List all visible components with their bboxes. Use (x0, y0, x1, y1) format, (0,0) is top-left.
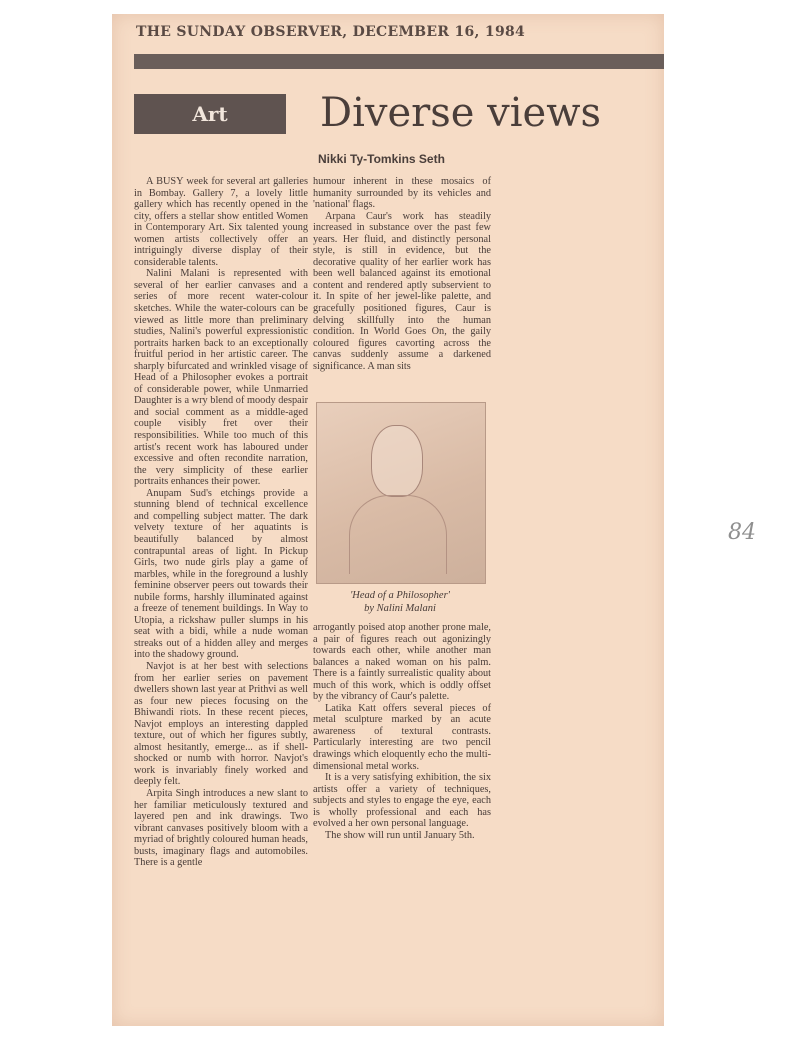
section-label: Art (192, 102, 228, 126)
paragraph: It is a very satisfying exhibition, the six artists offer a variety of techniques, subjects and styles to engage the eye, each is wholly professional and each has evolved a her own personal language. (313, 772, 491, 830)
paragraph: Anupam Sud's etchings provide a stunning blend of technical excellence and compelling subject matter. The dark velvety texture of her aquatints is beautifully balanced by almost contrapuntal areas of light. In Pickup Girls, two nude girls play a game of marbles, while in the foreground a lushly feminine observer peers out towards their nubile forms, harshly illuminated against a freeze of tenement buildings. In Way to Utopia, a rickshaw puller slumps in his seat with a bidi, while a nude woman streaks out of a hidden alley and merges into the shadowy ground. (134, 487, 308, 661)
photo-caption (316, 589, 484, 615)
paragraph: The show will run until January 5th. (325, 829, 475, 841)
byline: Nikki Ty-Tomkins Seth (318, 152, 445, 166)
paragraph: humour inherent in these mosaics of humanity surrounded by its vehicles and 'national' flags. (313, 176, 491, 211)
section-label-box (134, 94, 286, 134)
article-column-2-top (313, 176, 491, 400)
masthead-rule (134, 54, 664, 69)
portrait-head-shape (371, 425, 423, 497)
article-column-2-bottom (313, 622, 491, 912)
paragraph: A BUSY week for several art galleries in Bombay. Gallery 7, a lovely little gallery which has recently opened in the city, offers a stellar show entitled Women in Contemporary Art. Six talented young women artists collectively offer an intriguingly diverse display of their considerable talents. (134, 176, 308, 268)
caption-title: 'Head of a Philosopher' (350, 590, 450, 601)
headline: Diverse views (320, 90, 601, 136)
artwork-photo (316, 402, 486, 584)
paragraph: Arpana Caur's work has steadily increased in substance over the past few years. Her fluid, and distinctly personal style, is still in evidence, but the decorative quality of her earlier work has been well balanced against its emotional content and rendered aptly subservient to it. In spite of her jewel-like palette, and gracefully positioned figures, Caur is delving skillfully into the human condition. In World Goes On, the gaily coloured figures cavorting across the canvas suddenly assume a darkened significance. A man sits (313, 210, 491, 372)
masthead: THE SUNDAY OBSERVER, DECEMBER 16, 1984 (136, 24, 526, 40)
paragraph: Latika Katt offers several pieces of metal sculpture marked by an acute awareness of textural contrasts. Particularly interesting are two pencil drawings which eloquently echo the multi-dimensional metal works. (313, 702, 491, 772)
portrait-body-shape (349, 495, 447, 574)
article-column-1 (134, 176, 308, 1016)
paragraph: Arpita Singh introduces a new slant to her familiar meticulously textured and layered pen and ink drawings. Two vibrant canvases positively bloom with a myriad of brightly coloured human heads, busts, imaginary flags and automobiles. There is a gentle (134, 787, 308, 869)
handwritten-page-number: 84 (728, 520, 756, 545)
paragraph: Navjot is at her best with selections from her earlier series on pavement dwellers shown last year at Prithvi as well as four new pieces focusing on the Bhiwandi riots. In these recent pieces, Navjot employs an interesting dappled texture, out of which her figures subtly, almost hesitantly, emerge... as if shell-shocked or numb with horror. Navjot's work is invariably finely worked and deeply felt. (134, 660, 308, 788)
caption-artist: by Nalini Malani (364, 603, 436, 614)
paragraph: Nalini Malani is represented with several of her earlier canvases and a series of more recent water-colour sketches. While the water-colours can be viewed as little more than preliminary studies, Nalini's powerful expressionistic portraits harken back to an exceptionally fruitful period in her artistic career. The sharply bifurcated and wrinkled visage of Head of a Philosopher evokes a portrait of considerable power, while Unmarried Daughter is a wry blend of moody despair and social comment as a middle-aged couple visibly fret over their responsibilities. While too much of this artist's recent work has laboured under excessive and often recondite narration, the very simplicity of these earlier portraits enhances their power. (134, 268, 308, 488)
paragraph: arrogantly poised atop another prone male, a pair of figures reach out agonizingly towards each other, while another man balances a naked woman on his palm. There is a faintly surrealistic quality about much of this work, which is oddly offset by the vibrancy of Caur's palette. (313, 622, 491, 703)
